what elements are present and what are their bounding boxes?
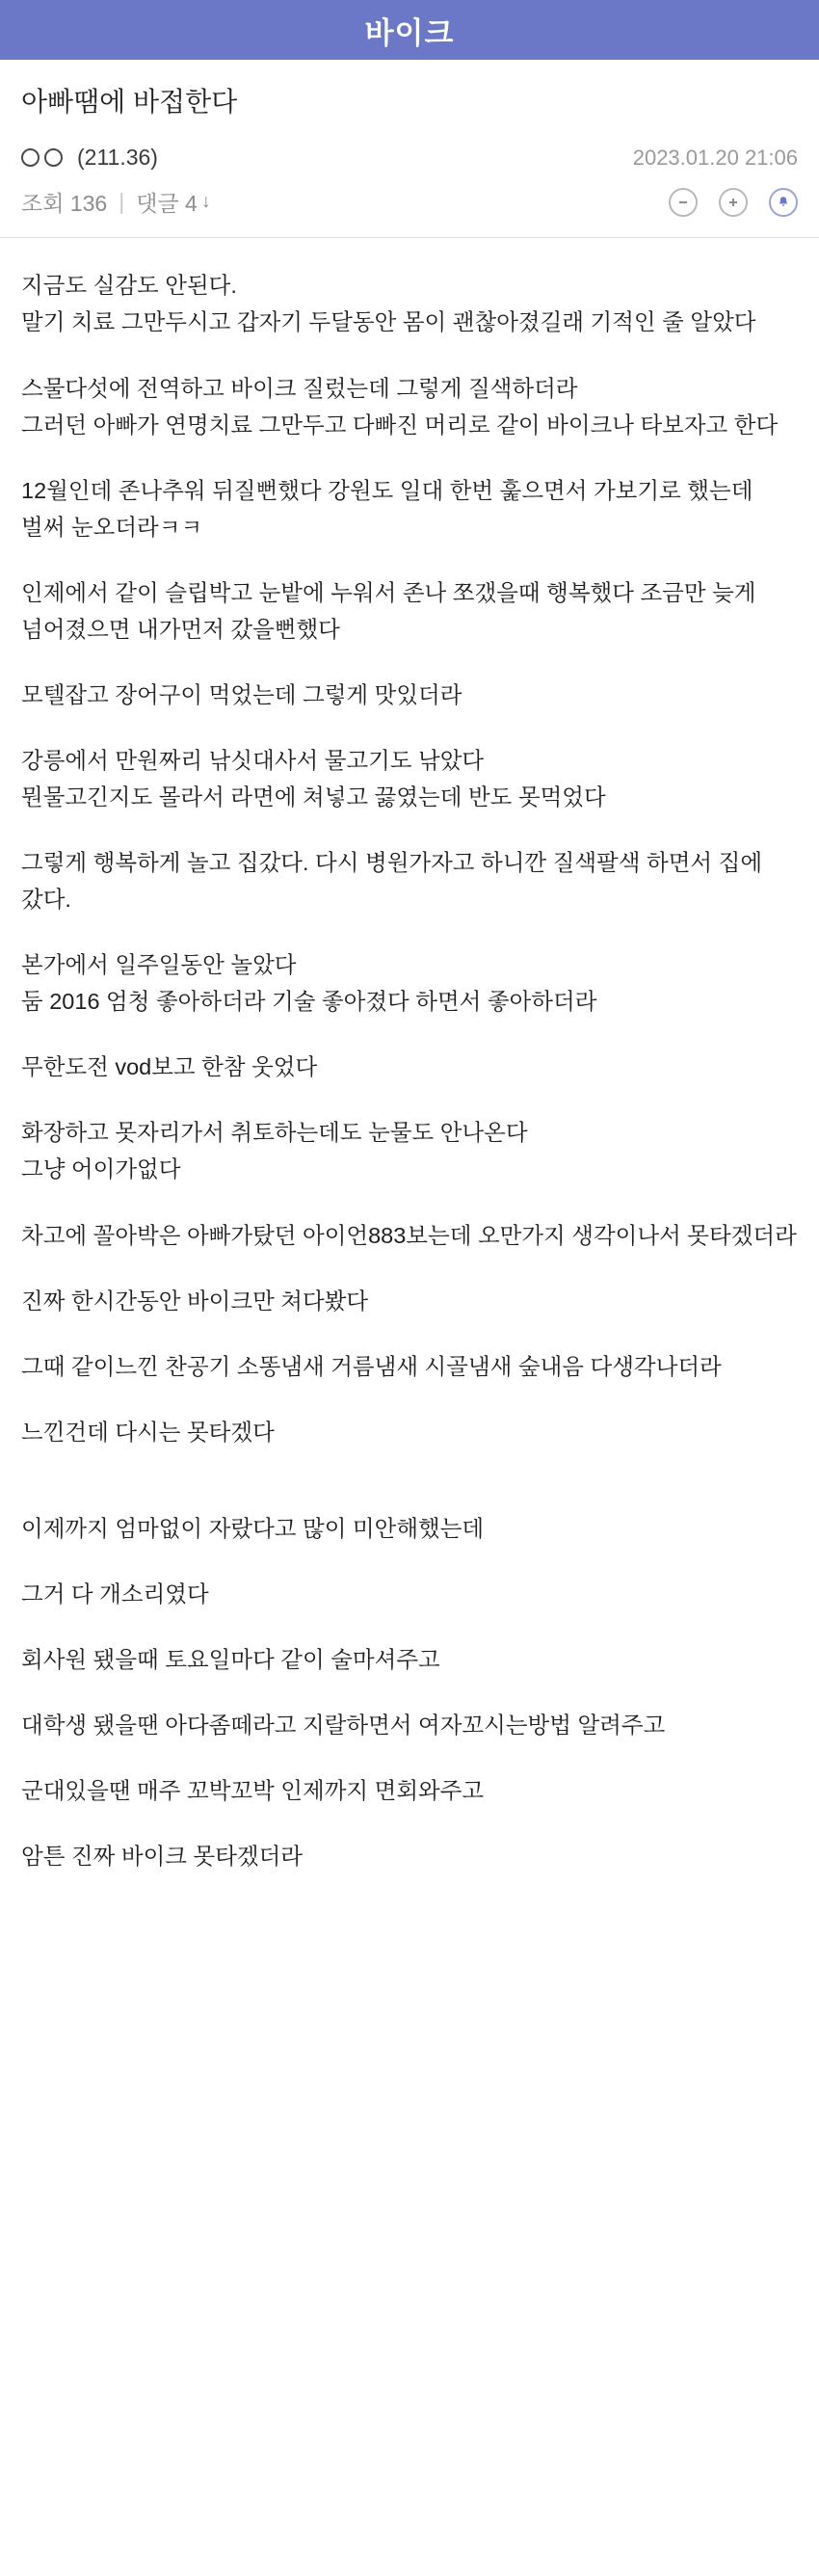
post-paragraph: 모텔잡고 장어구이 먹었는데 그렇게 맛있더라 [21,681,462,707]
post-header [0,60,819,237]
post-stats [21,186,211,218]
post-paragraph: 강릉에서 만원짜리 낚싯대사서 물고기도 낚았다 뭔물고긴지도 몰라서 라면에 쳐넣고 끓였는데 반도 못먹었다 [21,747,606,810]
post-date: 2023.01.20 21:06 [632,145,798,170]
post-paragraph: 그거 다 개소리였다 [21,1580,209,1607]
post-paragraph: 진짜 한시간동안 바이크만 쳐다봤다 [21,1288,369,1314]
author-meta [21,145,158,171]
zoom-out-icon[interactable] [669,188,698,217]
comment-count[interactable]: 댓글 4 [136,191,198,217]
board-title: 바이크 [364,15,455,50]
post-paragraph: 그때 같이느낀 찬공기 소똥냄새 거름냄새 시골냄새 숲내음 다생각나더라 [21,1353,722,1379]
post-actions [669,188,798,217]
chevron-down-icon[interactable]: ↓ [200,191,211,213]
post-content [0,238,819,1913]
post-title: 아빠땜에 바접한다 [21,87,238,117]
post-paragraph: 스물다섯에 전역하고 바이크 질렀는데 그렇게 질색하더라 그러던 아빠가 연명치료 그만두고 다빠진 머리로 같이 바이크나 타보자고 한다 [21,375,779,438]
view-count: 조회 136 [21,191,108,217]
post-paragraph: 암튼 진짜 바이크 못타겠더라 [21,1844,303,1870]
post-paragraph: 이제까지 엄마없이 자랐다고 많이 미안해했는데 [21,1515,485,1541]
stats-divider: | [119,189,125,215]
post-paragraph: 느낀건데 다시는 못타겠다 [21,1419,275,1445]
post-paragraph: 군대있을땐 매주 꼬박꼬박 인제까지 면회와주고 [21,1778,485,1804]
post-paragraph: 대학생 됐을땐 아다좀떼라고 지랄하면서 여자꼬시는방법 알려주고 [21,1712,666,1738]
post-paragraph: 화장하고 못자리가서 취토하는데도 눈물도 안나온다 그냥 어이가없다 [21,1120,528,1182]
author-ip: (211.36) [77,145,158,171]
notification-bell-icon[interactable] [769,188,798,217]
post-paragraph: 차고에 꼴아박은 아빠가탔던 아이언883보는데 오만가지 생각이나서 못타겠더라 [21,1222,797,1248]
post-paragraph: 본가에서 일주일동안 놀았다 둠 2016 엄청 좋아하더라 기술 좋아졌다 하면서 좋아하더라 [21,952,597,1015]
app-header [0,0,819,60]
zoom-in-icon[interactable] [719,188,748,217]
post-paragraph: 인제에서 같이 슬립박고 눈밭에 누워서 존나 쪼갰을때 행복했다 조금만 늦게 넘어졌으면 내가먼저 갔을뻔했다 [21,579,756,642]
post-paragraph: 지금도 실감도 안된다. 말기 치료 그만두시고 갑자기 두달동안 몸이 괜찮아졌길래 기적인 줄 알았다 [21,273,756,335]
post-paragraph: 12월인데 존나추워 뒤질뻔했다 강원도 일대 한번 훑으면서 가보기로 했는데 벌써 눈오더라ㅋㅋ [21,477,753,540]
post-meta-row [21,145,798,171]
post-paragraph: 무한도전 vod보고 한참 웃었다 [21,1054,318,1080]
post-paragraph: 그렇게 행복하게 놀고 집갔다. 다시 병원가자고 하니깐 질색팔색 하면서 집에 갔다. [21,850,763,913]
eye-icon [21,148,67,167]
post-paragraph: 회사원 됐을때 토요일마다 같이 술마셔주고 [21,1646,440,1672]
post-stats-row [21,186,798,237]
